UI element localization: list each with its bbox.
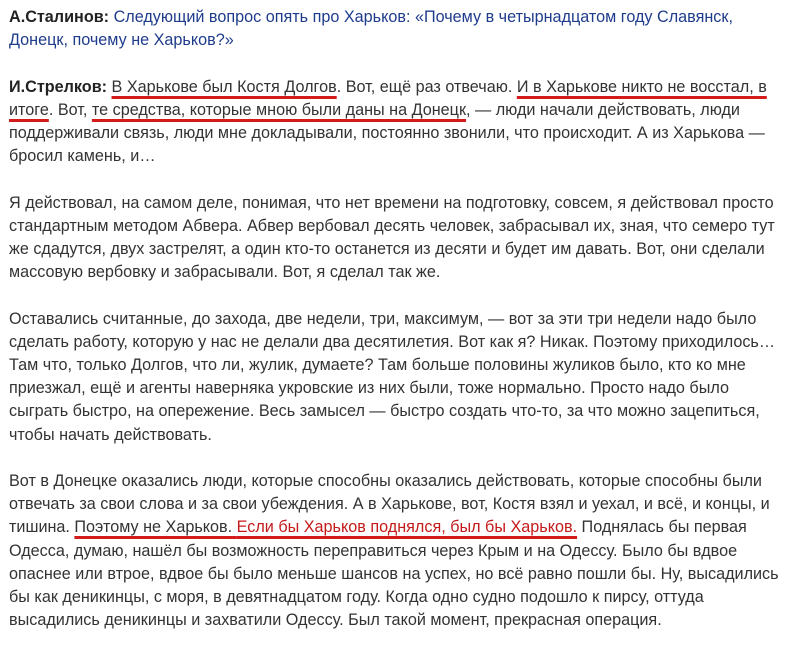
highlighted-phrase: Если бы Харьков поднялся, был бы Харьков. bbox=[236, 518, 578, 537]
question-paragraph bbox=[9, 6, 781, 52]
answer-4-text-a: Вот в Донецке оказались люди, которые способны оказались действовать, которые способны были отвечать за свои слова и за свои убеждения. А в Харькове, вот, Костя взял и уехал, и всё, и концы, и тишина. bbox=[9, 472, 770, 537]
question-text: Следующий вопрос опять про Харьков: «Почему в четырнадцатом году Славянск, Донецк, почему не Харьков?» bbox=[9, 8, 733, 50]
answer-paragraph-3: Оставались считанные, до захода, две недели, три, максимум, — вот за эти три недели надо было сделать работу, которую у нас не делали два десятилетия. Вот как я? Никак. Поэтому приходилось… Там что, только Долгов, что ли, жулик, думаете? Там больше половины жуликов было, кто ко мне приезжал, ещё и агенты наверняка укровские из них были, тоже нормально. Просто надо было сыграть быстро, на опережение. Весь замысел — быстро создать что-то, за что можно зацепиться, чтобы начать действовать. bbox=[9, 309, 776, 444]
article-text bbox=[9, 6, 781, 632]
respondent-name: И.Стрелков: bbox=[9, 77, 108, 96]
interviewer-name: А.Сталинов: bbox=[9, 8, 110, 26]
underlined-phrase-3: те средства, которые мною были даны на Донецк bbox=[91, 100, 467, 119]
underlined-phrase-2: И в Харькове никто не восстал, в итоге bbox=[9, 77, 767, 119]
underlined-phrase-4: Поэтому не Харьков. bbox=[74, 518, 237, 537]
answer-1-text-b: . Вот, bbox=[48, 100, 92, 119]
answer-paragraph-4 bbox=[9, 470, 781, 632]
answer-4-text-b: Поднялась бы первая Одесса, думаю, нашёл бы возможность переправиться через Крым и на Одессу. Было бы вдвое опаснее или втрое, вдвое бы было меньше шансов на успех, но всё равно пошли бы. Ну, высадились бы как деникинцы, с моря, в девятнадцатом году. Когда одно судно подошло к пирсу, оттуда высадились деникинцы и захватили Одессу. Был такой момент, прекрасная операция. bbox=[9, 518, 779, 630]
underlined-phrase-1: В Харькове был Костя Долгов bbox=[111, 77, 337, 96]
answer-1-text-a: . Вот, ещё раз отвечаю. bbox=[336, 77, 517, 96]
answer-paragraph-1 bbox=[9, 76, 781, 169]
answer-1-text-c: , — люди начали действовать, люди поддерживали связь, люди мне докладывали, постоянно звонили, что происходит. А из Харькова — бросил камень, и… bbox=[9, 100, 765, 166]
answer-paragraph-2: Я действовал, на самом деле, понимая, что нет времени на подготовку, совсем, я действовал просто стандартным методом Абвера. Абвер вербовал десять человек, забрасывал их, зная, что семеро тут же сдадутся, двух застрелят, а один кто-то останется из десяти и будет им давать. Вот, они сделали массовую вербовку и забрасывали. Вот, я сделал так же. bbox=[9, 193, 775, 282]
